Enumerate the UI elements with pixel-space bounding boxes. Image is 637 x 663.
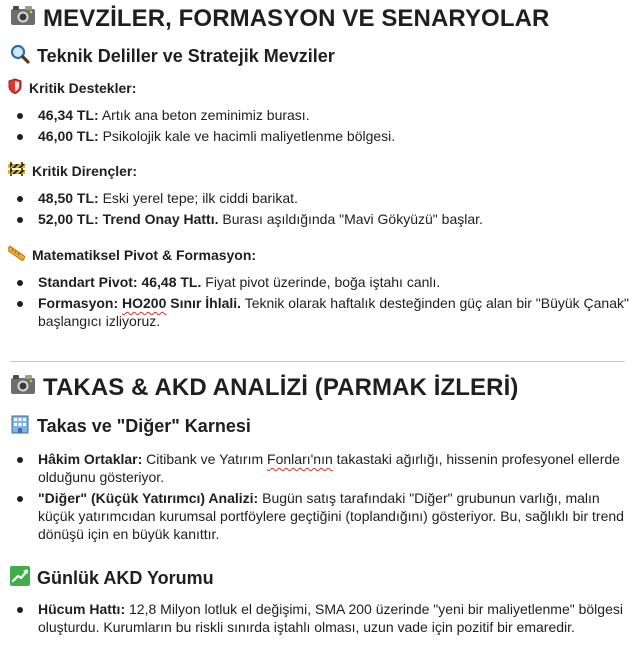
list-item: Standart Pivot: 46,48 TL. Fiyat pivot üzerinde, boğa iştahı canlı. [0, 273, 630, 291]
takas-list [0, 450, 630, 546]
resistance-list [0, 189, 630, 231]
section-title-mevziler [10, 4, 549, 33]
heading-pivot-formasyon [8, 245, 256, 264]
heading-kritik-direncler [8, 161, 137, 180]
spellcheck-word: Fonları'nın [267, 451, 333, 467]
chart-increasing-icon [10, 566, 30, 591]
heading-text: Kritik Destekler: [29, 79, 137, 96]
subsection-title-text: Günlük AKD Yorumu [37, 568, 214, 588]
list-item: Formasyon: HO200 Sınır İhlali. Teknik olarak haftalık desteğinden güç alan bir "Büyük Çanak" başlangıcı izliyoruz. [0, 294, 630, 330]
camera-icon [10, 373, 36, 402]
section-title-takas-akd [10, 373, 518, 402]
camera-icon [10, 4, 36, 33]
heading-text: Kritik Dirençler: [32, 162, 138, 179]
spellcheck-word: HO200 [122, 295, 167, 311]
list-item: Hücum Hattı: 12,8 Milyon lotluk el değişimi, SMA 200 üzerinde "yeni bir maliyetlenme" bölgesi oluşturdu. Kurumların bu riskli sınırda iştahlı olması, uzun vade için pozitif bir emaredir. [0, 600, 630, 636]
heading-kritik-destekler [8, 78, 136, 97]
list-item: Hâkim Ortaklar: Citibank ve Yatırım Fonları'nın takastaki ağırlığı, hissenin profesyonel ellerde olduğunu gösteriyor. [0, 450, 630, 486]
list-item: "Diğer" (Küçük Yatırımcı) Analizi: Bugün satış tarafındaki "Diğer" grubunun varlığı, malın küçük yatırımcıdan kurumsal portföylere geçtiğini (toplandığını) gösteriyor. Bu, sağlıklı bir trend dönüşü için en büyük kanıttır. [0, 489, 630, 543]
subsection-title-akd [10, 566, 214, 591]
section-divider [10, 361, 625, 362]
list-item: 52,00 TL: Trend Onay Hattı. Burası aşıldığında "Mavi Gökyüzü" başlar. [0, 210, 630, 228]
list-item: 46,34 TL: Artık ana beton zeminimiz burası. [0, 106, 630, 124]
subsection-title-teknik [10, 44, 335, 69]
list-item: 48,50 TL: Eski yerel tepe; ilk ciddi barikat. [0, 189, 630, 207]
heading-text: Matematiksel Pivot & Formasyon: [32, 246, 257, 263]
support-list [0, 106, 630, 148]
subsection-title-text: Teknik Deliller ve Stratejik Mevziler [37, 46, 335, 66]
akd-list [0, 600, 630, 639]
pivot-list [0, 273, 630, 333]
office-building-icon [10, 414, 30, 439]
ruler-icon [8, 245, 25, 264]
barrier-icon [8, 161, 25, 180]
list-item: 46,00 TL: Psikolojik kale ve hacimli maliyetlenme bölgesi. [0, 127, 630, 145]
section-title-text: MEVZİLER, FORMASYON VE SENARYOLAR [43, 4, 550, 32]
magnifier-icon [10, 44, 30, 69]
subsection-title-text: Takas ve "Diğer" Karnesi [37, 416, 251, 436]
section-title-text: TAKAS & AKD ANALİZİ (PARMAK İZLERİ) [43, 373, 519, 401]
shield-icon [8, 78, 22, 97]
subsection-title-takas [10, 414, 251, 439]
